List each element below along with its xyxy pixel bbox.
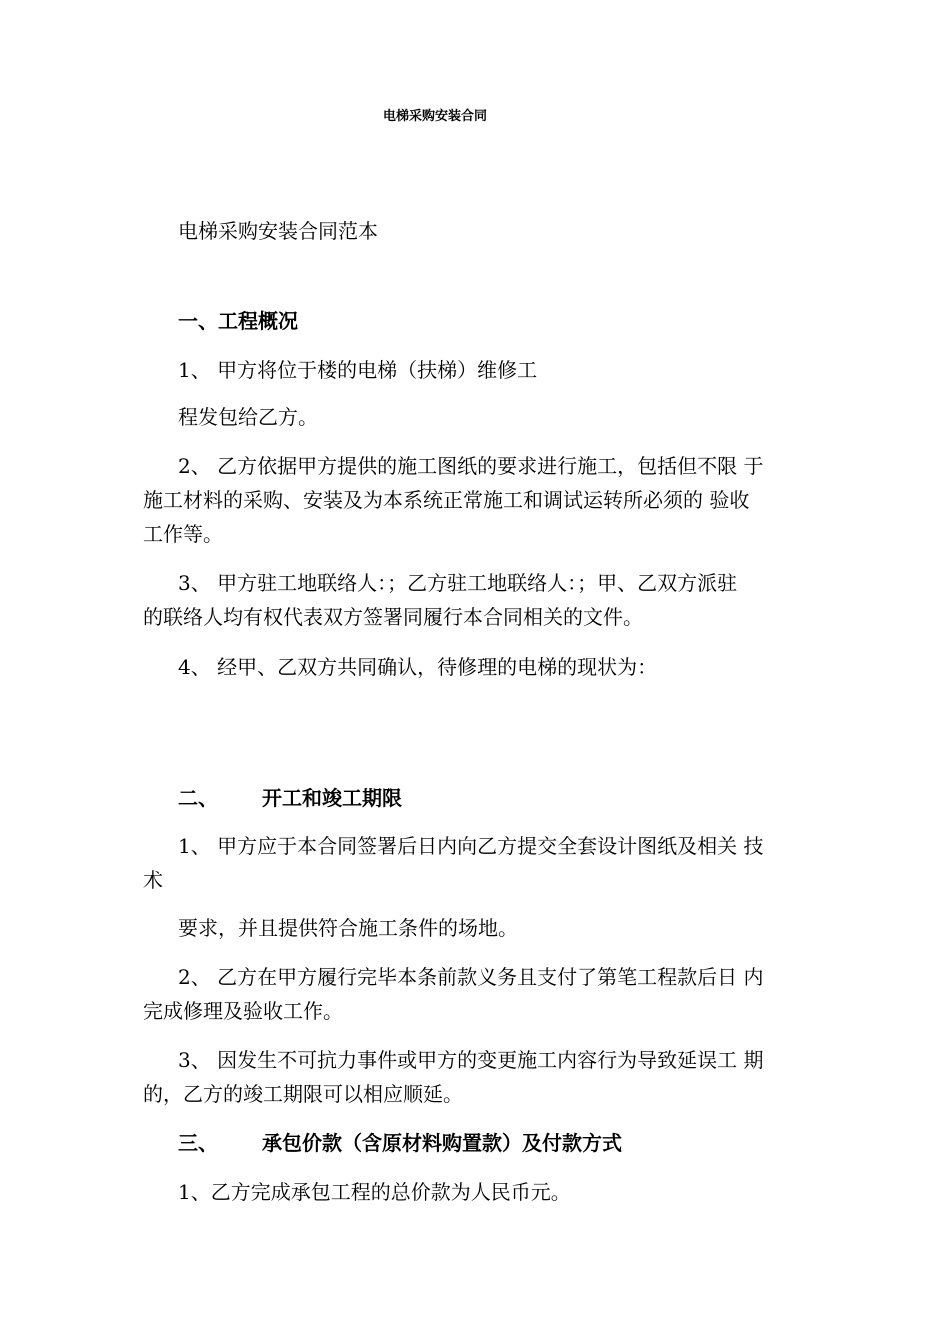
section2-heading	[178, 783, 868, 813]
document-subtitle: 电梯采购安装合同范本	[178, 219, 378, 243]
section3-heading	[178, 1128, 868, 1158]
section1-heading: 一、工程概况	[178, 309, 298, 333]
section1-line: 4、 经甲、乙双方共同确认，待修理的电梯的现状为：	[178, 655, 658, 679]
section2-line: 术	[143, 868, 163, 892]
document-header-title: 电梯采购安装合同	[382, 109, 487, 124]
section3-line: 1、乙方完成承包工程的总价款为人民币元。	[178, 1180, 571, 1204]
section2-title: 开工和竣工期限	[262, 786, 402, 810]
section1-line: 施工材料的采购、安装及为本系统正常施工和调试运转所必须的 验收	[143, 488, 750, 512]
section1-line: 2、 乙方依据甲方提供的施工图纸的要求进行施工，包括但不限 于	[178, 454, 764, 478]
section3-number: 三、	[178, 1131, 218, 1155]
section1-line: 的联络人均有权代表双方签署同履行本合同相关的文件。	[143, 605, 643, 629]
section2-line: 3、 因发生不可抗力事件或甲方的变更施工内容行为导致延误工 期	[178, 1048, 764, 1072]
section2-line: 2、 乙方在甲方履行完毕本条前款义务且支付了第笔工程款后日 内	[178, 965, 764, 989]
section1-line: 3、 甲方驻工地联络人：；乙方驻工地联络人：；甲、乙双方派驻	[178, 571, 738, 595]
section1-line: 工作等。	[143, 522, 223, 546]
section2-line: 的，乙方的竣工期限可以相应顺延。	[143, 1082, 463, 1106]
section2-line: 要求，并且提供符合施工条件的场地。	[178, 916, 518, 940]
section2-line: 1、 甲方应于本合同签署后日内向乙方提交全套设计图纸及相关 技	[178, 834, 764, 858]
section2-number: 二、	[178, 786, 218, 810]
section2-line: 完成修理及验收工作。	[143, 999, 343, 1023]
section1-line: 1、 甲方将位于楼的电梯（扶梯）维修工	[178, 358, 538, 382]
section1-line: 程发包给乙方。	[178, 405, 318, 429]
section3-title: 承包价款（含原材料购置款）及付款方式	[262, 1131, 622, 1155]
